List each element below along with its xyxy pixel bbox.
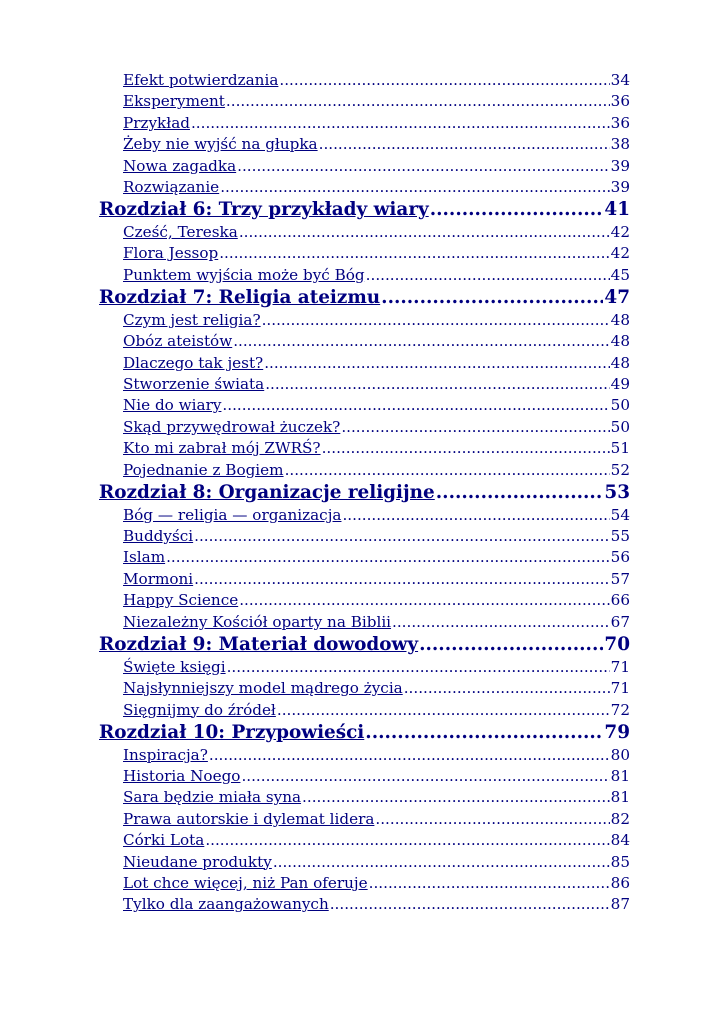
dot-leader [369, 873, 610, 894]
toc-entry-title-link[interactable]: Tylko dla zaangażowanych [123, 895, 329, 914]
toc-entry-title-link[interactable]: Stworzenie świata [123, 375, 265, 394]
toc-entry-title-link[interactable]: Islam [123, 548, 166, 567]
toc-section-entry[interactable] [123, 787, 630, 808]
toc-chapter-entry[interactable] [99, 198, 630, 222]
dot-leader [237, 156, 610, 177]
dot-leader [265, 374, 609, 395]
toc-chapter-entry[interactable] [99, 721, 630, 745]
toc-page-number: 38 [610, 135, 630, 154]
toc-chapter-entry[interactable] [99, 633, 630, 657]
toc-section-entry[interactable] [123, 678, 630, 699]
toc-section-entry[interactable] [123, 113, 630, 134]
toc-entry-title-link[interactable]: Historia Noego [123, 766, 241, 785]
toc-section-entry[interactable] [123, 438, 630, 459]
toc-entry-title-link[interactable]: Niezależny Kościół oparty na Biblii [123, 612, 392, 631]
toc-page-number: 81 [610, 766, 630, 785]
toc-page-number: 57 [610, 569, 630, 588]
dot-leader [365, 721, 603, 745]
dot-leader [430, 198, 604, 222]
dot-leader [285, 460, 610, 481]
dot-leader [194, 569, 610, 590]
dot-leader [342, 505, 609, 526]
toc-entry-title-link[interactable]: Eksperyment [123, 92, 225, 111]
dot-leader [219, 243, 609, 264]
toc-section-entry[interactable] [123, 547, 630, 568]
toc-page-number: 53 [604, 482, 630, 504]
toc-entry-title-link[interactable]: Czym jest religia? [123, 310, 261, 329]
dot-leader [209, 745, 610, 766]
toc-entry-title-link[interactable]: Córki Lota [123, 831, 205, 850]
toc-entry-title-link[interactable]: Mormoni [123, 569, 194, 588]
toc-section-entry[interactable] [123, 134, 630, 155]
toc-section-entry[interactable] [123, 417, 630, 438]
toc-entry-title-link[interactable]: Żeby nie wyjść na głupka [123, 135, 318, 154]
toc-entry-title-link[interactable]: Najsłynniejszy model mądrego życia [123, 679, 403, 698]
toc-chapter-entry[interactable] [99, 481, 630, 505]
toc-page-number: 82 [610, 809, 630, 828]
toc-page-number: 86 [610, 873, 630, 892]
toc-page-number: 39 [610, 177, 630, 196]
toc-page-number: 50 [610, 417, 630, 436]
toc-page-number: 72 [610, 700, 630, 719]
toc-page-number: 42 [610, 223, 630, 242]
toc-entry-title-link[interactable]: Sara będzie miała syna [123, 788, 302, 807]
dot-leader [191, 113, 610, 134]
dot-leader [220, 177, 609, 198]
toc-section-entry[interactable] [123, 894, 630, 915]
dot-leader [375, 809, 609, 830]
toc-section-entry[interactable] [123, 809, 630, 830]
toc-section-entry[interactable] [123, 222, 630, 243]
dot-leader [166, 547, 610, 568]
toc-page-number: 36 [610, 92, 630, 111]
toc-page-number: 66 [610, 591, 630, 610]
dot-leader [239, 222, 610, 243]
dot-leader [392, 612, 610, 633]
toc-page-number: 52 [610, 460, 630, 479]
toc-page-number: 85 [610, 852, 630, 871]
dot-leader [264, 353, 609, 374]
toc-page-number: 49 [610, 375, 630, 394]
toc-page-number: 47 [604, 287, 630, 309]
dot-leader [404, 678, 610, 699]
dot-leader [302, 787, 610, 808]
dot-leader [226, 91, 610, 112]
toc-page-number: 80 [610, 745, 630, 764]
toc-entry-title-link[interactable]: Lot chce więcej, niż Pan oferuje [123, 873, 368, 892]
toc-entry-title-link[interactable]: Pojednanie z Bogiem [123, 460, 284, 479]
toc-section-entry[interactable] [123, 526, 630, 547]
toc-section-entry[interactable] [123, 852, 630, 873]
toc-page-number: 67 [610, 612, 630, 631]
toc-page-number: 81 [610, 788, 630, 807]
toc-page-number: 84 [610, 831, 630, 850]
toc-page-number: 70 [604, 634, 630, 656]
toc-page-number: 36 [610, 113, 630, 132]
toc-entry-title-link[interactable]: Sięgnijmy do źródeł [123, 700, 276, 719]
dot-leader [319, 134, 610, 155]
toc-section-entry[interactable] [123, 569, 630, 590]
toc-section-entry[interactable] [123, 700, 630, 721]
toc-section-entry[interactable] [123, 156, 630, 177]
dot-leader [381, 286, 603, 310]
toc-section-entry[interactable] [123, 265, 630, 286]
dot-leader [194, 526, 610, 547]
toc-entry-title-link[interactable]: Rozwiązanie [123, 177, 220, 196]
toc-section-entry[interactable] [123, 353, 630, 374]
toc-entry-title-link[interactable]: Inspiracja? [123, 745, 208, 764]
toc-entry-title-link[interactable]: Bóg — religia — organizacja [123, 505, 342, 524]
toc-entry-title-link[interactable]: Święte księgi [123, 657, 226, 676]
toc-section-entry[interactable] [123, 590, 630, 611]
toc-section-entry[interactable] [123, 91, 630, 112]
toc-section-entry[interactable] [123, 70, 630, 91]
dot-leader [330, 894, 610, 915]
toc-entry-title-link[interactable]: Prawa autorskie i dylemat lidera [123, 809, 375, 828]
dot-leader [239, 590, 609, 611]
toc-page-number: 42 [610, 244, 630, 263]
toc-entry-title-link[interactable]: Happy Science [123, 591, 239, 610]
toc-entry-title-link[interactable]: Rozdział 8: Organizacje religijne [99, 482, 435, 504]
toc-chapter-entry[interactable] [99, 286, 630, 310]
toc-page-number: 56 [610, 548, 630, 567]
toc-section-entry[interactable] [123, 177, 630, 198]
toc-section-entry[interactable] [123, 331, 630, 352]
toc-entry-title-link[interactable]: Punktem wyjścia może być Bóg [123, 265, 365, 284]
toc-page-number: 34 [610, 71, 630, 89]
dot-leader [277, 700, 610, 721]
toc-page-number: 71 [610, 679, 630, 698]
toc-entry-title-link[interactable]: Buddyści [123, 527, 194, 546]
toc-page-number: 50 [610, 396, 630, 415]
toc-entry-title-link[interactable]: Flora Jessop [123, 244, 219, 263]
toc-page-number: 39 [610, 156, 630, 175]
toc-page-number: 48 [610, 353, 630, 372]
toc-section-entry[interactable] [123, 374, 630, 395]
dot-leader [227, 657, 610, 678]
dot-leader [205, 830, 609, 851]
toc-page-number: 48 [610, 310, 630, 329]
toc-page-number: 55 [610, 527, 630, 546]
toc-page-number: 51 [610, 439, 630, 458]
toc-entry-title-link[interactable]: Efekt potwierdzania [123, 71, 279, 89]
table-of-contents [99, 70, 630, 916]
dot-leader [273, 852, 610, 873]
toc-section-entry[interactable] [123, 505, 630, 526]
toc-page-number: 45 [610, 265, 630, 284]
dot-leader [366, 265, 610, 286]
toc-section-entry[interactable] [123, 745, 630, 766]
toc-entry-title-link[interactable]: Nowa zagadka [123, 156, 237, 175]
dot-leader [262, 310, 610, 331]
toc-page-number: 54 [610, 505, 630, 524]
toc-section-entry[interactable] [123, 612, 630, 633]
toc-entry-title-link[interactable]: Przykład [123, 113, 190, 132]
toc-entry-title-link[interactable]: Rozdział 9: Materiał dowodowy [99, 634, 419, 656]
toc-page-number: 71 [610, 657, 630, 676]
toc-section-entry[interactable] [123, 395, 630, 416]
toc-entry-title-link[interactable]: Obóz ateistów [123, 332, 233, 351]
dot-leader [241, 766, 609, 787]
toc-entry-title-link[interactable]: Cześć, Tereska [123, 223, 238, 242]
toc-page-number: 87 [610, 895, 630, 914]
toc-entry-title-link[interactable]: Rozdział 10: Przypowieści [99, 721, 365, 743]
dot-leader [233, 331, 609, 352]
dot-leader [322, 438, 610, 459]
toc-entry-title-link[interactable]: Nie do wiary [123, 396, 222, 415]
toc-entry-title-link[interactable]: Skąd przywędrował żuczek? [123, 417, 341, 436]
dot-leader [279, 70, 609, 91]
toc-entry-title-link[interactable]: Kto mi zabrał mój ZWRŚ? [123, 439, 321, 458]
dot-leader [419, 633, 603, 657]
toc-entry-title-link[interactable]: Dlaczego tak jest? [123, 353, 264, 372]
toc-section-entry[interactable] [123, 460, 630, 481]
toc-entry-title-link[interactable]: Nieudane produkty [123, 852, 272, 871]
toc-entry-title-link[interactable]: Rozdział 6: Trzy przykłady wiary [99, 199, 429, 221]
toc-page-number: 48 [610, 332, 630, 351]
toc-section-entry[interactable] [123, 873, 630, 894]
toc-section-entry[interactable] [123, 310, 630, 331]
toc-section-entry[interactable] [123, 830, 630, 851]
toc-entry-title-link[interactable]: Rozdział 7: Religia ateizmu [99, 287, 381, 309]
toc-page-number: 41 [604, 199, 630, 221]
dot-leader [341, 417, 609, 438]
dot-leader [222, 395, 609, 416]
dot-leader [436, 481, 604, 505]
toc-section-entry[interactable] [123, 766, 630, 787]
toc-page-number: 79 [604, 721, 630, 743]
toc-section-entry[interactable] [123, 657, 630, 678]
toc-section-entry[interactable] [123, 243, 630, 264]
